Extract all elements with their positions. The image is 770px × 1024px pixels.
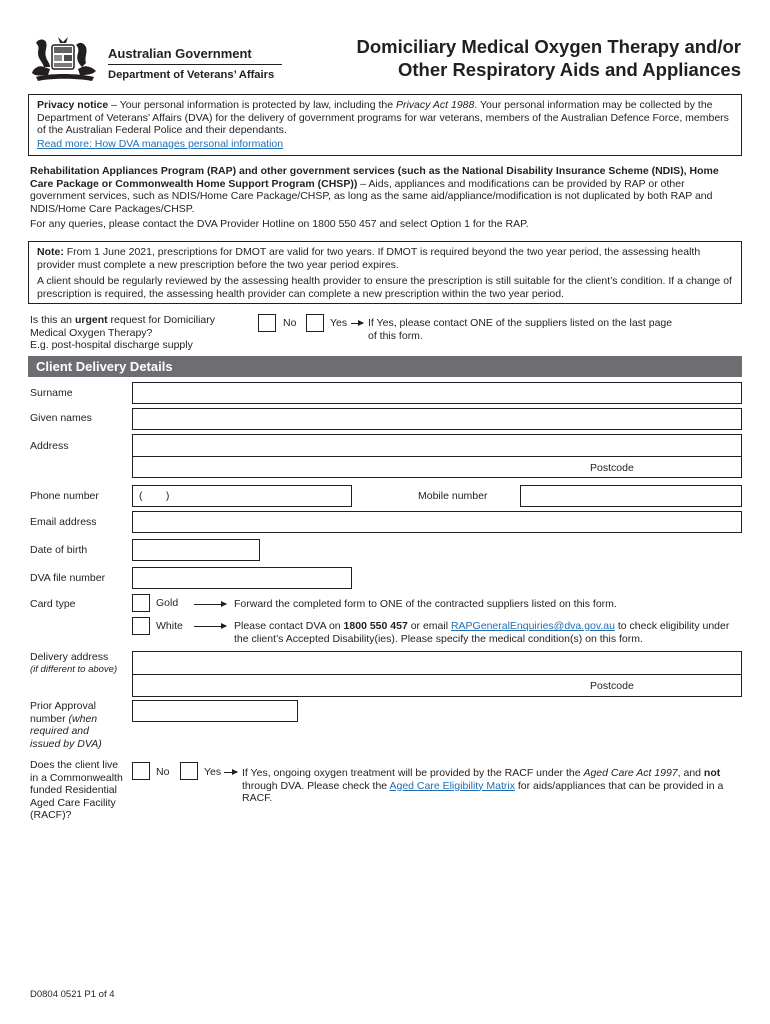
rap-text: – Aids, appliances and modifications can be provided by RAP or other government services, such as NDIS/Home Care Package/CHSP, as long as the same aid/appliance/modification is not duplicated by both RAP and NDIS/Home Care Packages/CHSP. [30, 177, 713, 215]
note-label: Note: [37, 246, 64, 258]
delivery-address-sub: (if different to above) [30, 663, 118, 675]
prior-approval-sub: (when required and issued by DVA) [30, 712, 102, 750]
prior-approval-text: Prior Approval number [30, 700, 96, 725]
section-title: Client Delivery Details [36, 359, 173, 374]
address-postcode-label: Postcode [590, 462, 634, 474]
urgent-example: E.g. post-hospital discharge supply [30, 339, 193, 352]
mobile-field[interactable] [520, 485, 742, 507]
prior-approval-field[interactable] [132, 700, 298, 722]
card-type-label: Card type [30, 598, 76, 610]
dva-file-label: DVA file number [30, 572, 106, 584]
racf-note-4: for aids/appliances that can be provided in a RACF. [242, 779, 724, 805]
privacy-notice-text [37, 99, 733, 137]
privacy-act: Privacy Act 1988 [395, 99, 475, 111]
note-paragraph-1 [37, 246, 733, 271]
privacy-heading: Privacy notice [37, 99, 109, 111]
white-phone: 1800 550 457 [343, 620, 408, 632]
urgent-q2: request for Domiciliary Medical Oxygen Therapy? [30, 314, 215, 339]
note-paragraph-2: A client should be regularly reviewed by the assessing health provider to ensure the prescription is still suitable for the client’s condition. If a change of prescription is required, the assessing health provider can complete a new prescription within the two year period. [37, 275, 732, 300]
racf-no-checkbox[interactable] [132, 762, 150, 780]
form-title-line1: Domiciliary Medical Oxygen Therapy and/or [356, 36, 741, 57]
dob-field[interactable] [132, 539, 260, 561]
racf-yes-label: Yes [204, 766, 222, 778]
privacy-text-1: Your personal information is protected by law, including the [119, 99, 396, 111]
phone-area-code-parens: ( ) [139, 490, 170, 502]
racf-arrow-icon [224, 772, 237, 773]
dva-file-field[interactable] [132, 567, 352, 589]
address-label: Address [30, 440, 69, 452]
racf-note-1: If Yes, ongoing oxygen treatment will be provided by the RACF under the [242, 767, 584, 779]
racf-yes-checkbox[interactable] [180, 762, 198, 780]
urgent-yes-note: If Yes, please contact ONE of the suppliers listed on the last page of this form. [368, 317, 673, 342]
urgent-no-checkbox[interactable] [258, 314, 276, 332]
white-note-3: to check eligibility under the client’s Accepted Disability(ies). Please specify the medical condition(s) on this form. [234, 620, 730, 645]
racf-act: Aged Care Act 1997 [583, 767, 678, 779]
aged-care-matrix-link[interactable]: Aged Care Eligibility Matrix [389, 779, 515, 792]
gold-arrow-icon [194, 604, 226, 605]
header-divider [108, 64, 282, 65]
white-card-label: White [156, 620, 183, 632]
urgent-q1: Is this an [30, 314, 75, 326]
form-code-footer: D0804 0521 P1 of 4 [30, 989, 115, 1000]
racf-not: not [703, 767, 721, 779]
rap-bold: Rehabilitation Appliances Program (RAP) and other government services (such as the National Disability Insurance Scheme (NDIS), Home Care Package or Commonwealth Home Support Program (CHSP)) [30, 165, 719, 190]
privacy-notice-box [28, 94, 742, 156]
client-delivery-section-header [28, 356, 742, 377]
note-box [28, 241, 742, 304]
white-note-2: or email [407, 620, 451, 632]
gold-card-checkbox[interactable] [132, 594, 150, 612]
email-label: Email address [30, 516, 97, 528]
delivery-field-divider [132, 674, 742, 675]
gold-card-label: Gold [156, 597, 179, 609]
urgent-arrow-icon [351, 323, 363, 324]
gold-card-note: Forward the completed form to ONE of the contracted suppliers listed on this form. [234, 598, 617, 610]
urgent-bold: urgent [74, 314, 108, 326]
mobile-label: Mobile number [418, 490, 488, 502]
government-name: Australian Government [108, 46, 252, 61]
racf-note-2: , and [677, 767, 704, 779]
white-card-checkbox[interactable] [132, 617, 150, 635]
white-card-note [234, 620, 742, 645]
surname-label: Surname [30, 387, 73, 399]
prior-approval-label [30, 700, 114, 750]
phone-field[interactable] [132, 485, 352, 507]
privacy-read-more-link[interactable]: Read more: How DVA manages personal information [37, 137, 284, 150]
note-p1-text: From 1 June 2021, prescriptions for DMOT are valid for two years. If DMOT is required beyond the two year period, the assessing health provider must complete a new prescription before the two year period expires. [37, 246, 701, 271]
delivery-postcode-label: Postcode [590, 680, 634, 692]
email-field[interactable] [132, 511, 742, 533]
coat-of-arms-logo [28, 33, 100, 85]
rap-paragraph [30, 165, 742, 215]
racf-note-3: through DVA. Please check the [242, 779, 390, 792]
delivery-address-label [30, 651, 130, 676]
urgent-yes-label: Yes [330, 317, 348, 329]
given-names-field[interactable] [132, 408, 742, 430]
phone-label: Phone number [30, 490, 99, 502]
rap-queries: For any queries, please contact the DVA Provider Hotline on 1800 550 457 and select Option 1 for the RAP. [30, 218, 529, 230]
privacy-dash: – [108, 99, 120, 111]
white-arrow-icon [194, 626, 226, 627]
surname-field[interactable] [132, 382, 742, 404]
urgent-question [30, 314, 235, 352]
racf-no-label: No [156, 766, 170, 778]
rap-email-link[interactable]: RAPGeneralEnquiries@dva.gov.au [450, 620, 615, 632]
racf-question: Does the client live in a Commonwealth funded Residential Aged Care Facility (RACF)? [30, 759, 123, 822]
white-note-1: Please contact DVA on [234, 620, 344, 632]
delivery-address-text: Delivery address [30, 651, 109, 663]
department-name: Department of Veterans’ Affairs [108, 69, 275, 81]
urgent-yes-checkbox[interactable] [306, 314, 324, 332]
given-names-label: Given names [30, 412, 92, 424]
privacy-text-2: . Your personal information may be collected by the Department of Veterans’ Affairs (DVA) for the delivery of government programs for war veterans, members of the Australian Defence Force, members of the Australian Federal Police and their dependants. [37, 99, 729, 137]
form-title [301, 35, 741, 81]
address-field-divider [132, 456, 742, 457]
racf-note [242, 767, 732, 805]
form-title-line2: Other Respiratory Aids and Appliances [397, 59, 741, 80]
dob-label: Date of birth [30, 544, 88, 556]
urgent-no-label: No [283, 317, 297, 329]
